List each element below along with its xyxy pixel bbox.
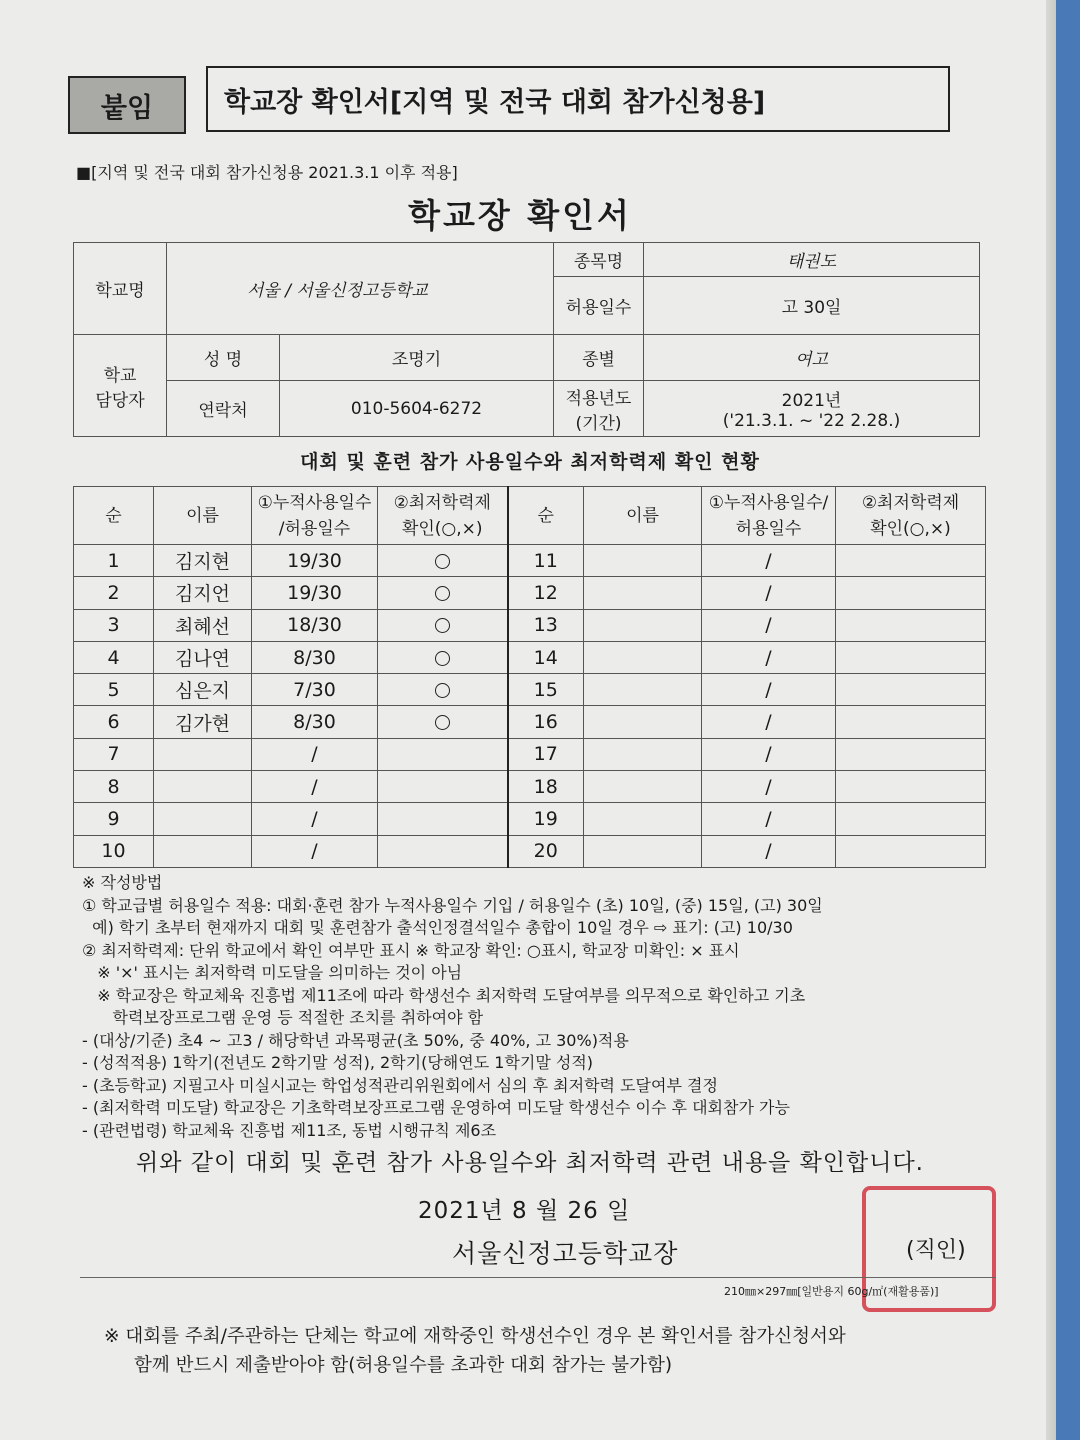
min-achievement-check (378, 674, 508, 706)
instruction-line: - (대상/기준) 초4 ~ 고3 / 해당학년 과목평균(초 50%, 중 40%, 고 30%)적용 (82, 1030, 629, 1050)
used-days: 8/30 (252, 641, 378, 673)
min-achievement-check (378, 835, 508, 867)
status-title: 대회 및 훈련 참가 사용일수와 최저학력제 확인 현황 (300, 451, 760, 473)
paper-edge (1046, 0, 1056, 1440)
sport-label: 종목명 (554, 243, 644, 277)
min-achievement-check (378, 803, 508, 835)
row-number: 6 (74, 706, 154, 738)
min-achievement-check (378, 771, 508, 803)
row-number-right: 18 (508, 771, 584, 803)
header-days-right-line2: 허용일수 (735, 518, 802, 539)
header-min-line1: ②최저학력제 (393, 492, 491, 513)
min-achievement-check-right (836, 609, 986, 641)
instruction-line: - (최저학력 미도달) 학교장은 기초학력보장프로그램 운영하여 미도달 학생선수 이수 후 대회참가 가능 (82, 1098, 790, 1117)
contact-label: 연락처 (167, 381, 280, 437)
used-days-right: / (702, 545, 836, 577)
row-number-right: 16 (508, 706, 584, 738)
header-no-right: 순 (508, 487, 584, 545)
student-name-right (584, 835, 702, 867)
year-value (644, 381, 980, 437)
header-name: 이름 (154, 487, 252, 545)
instruction-line: 예) 학기 초부터 현재까지 대회 및 훈련참가 출석인정결석일수 총합이 10일 경우 ⇨ 표기: (고) 10/30 (82, 918, 793, 937)
table-row (74, 738, 986, 770)
used-days-right: / (702, 706, 836, 738)
student-name: 김가현 (154, 706, 252, 738)
student-name-right (584, 609, 702, 641)
year-label-line2: (기간) (575, 413, 622, 434)
table-row (74, 545, 986, 577)
circle-mark-icon (435, 715, 450, 730)
min-achievement-check (378, 738, 508, 770)
row-number: 9 (74, 803, 154, 835)
issue-date: 2021년 8 월 26 일 (418, 1198, 631, 1224)
year-value-period: ('21.3.1. ~ '22 2.28.) (722, 411, 901, 431)
table-row (74, 577, 986, 609)
manager-label (74, 335, 167, 437)
year-label-line1: 적용년도 (565, 388, 632, 409)
student-name (154, 835, 252, 867)
used-days-right: / (702, 577, 836, 609)
student-name (154, 738, 252, 770)
circle-mark-icon (435, 586, 450, 601)
student-name-right (584, 706, 702, 738)
instruction-line: ② 최저학력제: 단위 학교에서 확인 여부만 표시 ※ 학교장 확인: ○표시, 학교장 미확인: × 표시 (82, 940, 740, 960)
header-min-right (836, 487, 986, 545)
student-name: 심은지 (154, 674, 252, 706)
contact-value: 010-5604-6272 (280, 381, 554, 437)
table-row (74, 674, 986, 706)
min-achievement-check-right (836, 577, 986, 609)
row-number-right: 14 (508, 641, 584, 673)
row-number-right: 20 (508, 835, 584, 867)
row-number-right: 13 (508, 609, 584, 641)
table-row (74, 771, 986, 803)
used-days: 19/30 (252, 577, 378, 609)
row-number: 10 (74, 835, 154, 867)
applicability-notice: ■[지역 및 전국 대회 참가신청용 2021.3.1 이후 적용] (76, 163, 458, 182)
divider (80, 1277, 996, 1278)
used-days: 18/30 (252, 609, 378, 641)
circle-mark-icon (435, 683, 450, 698)
student-name-right (584, 545, 702, 577)
school-info-table (73, 242, 980, 437)
footer-line: 함께 반드시 제출받아야 함(허용일수를 초과한 대회 참가는 불가함) (134, 1355, 673, 1376)
table-row (74, 706, 986, 738)
min-achievement-check (378, 706, 508, 738)
instruction-line: ※ '×' 표시는 최저학력 미도달을 의미하는 것이 아님 (82, 963, 463, 982)
header-min-right-line2: 확인(○,×) (870, 518, 951, 539)
student-name-right (584, 641, 702, 673)
student-name (154, 771, 252, 803)
instruction-line: ※ 작성방법 (82, 873, 163, 892)
writing-instructions (82, 872, 997, 1142)
instruction-line: - (관련법령) 학교체육 진흥법 제11조, 동법 시행규칙 제6조 (82, 1120, 497, 1140)
min-achievement-check (378, 577, 508, 609)
row-number: 2 (74, 577, 154, 609)
min-achievement-check-right (836, 545, 986, 577)
row-number-right: 17 (508, 738, 584, 770)
min-achievement-check (378, 609, 508, 641)
row-number: 1 (74, 545, 154, 577)
min-achievement-check-right (836, 674, 986, 706)
row-number-right: 11 (508, 545, 584, 577)
header-days (252, 487, 378, 545)
circle-mark-icon (435, 554, 450, 569)
status-table (73, 486, 986, 868)
min-achievement-check-right (836, 835, 986, 867)
table-row (74, 803, 986, 835)
circle-mark-icon (435, 618, 450, 633)
type-value: 여고 (644, 335, 980, 381)
min-achievement-check-right (836, 771, 986, 803)
principal-title: 서울신정고등학교장 (452, 1239, 679, 1268)
instruction-line: - (초등학교) 지필고사 미실시교는 학업성적관리위원회에서 심의 후 최저학력 도달여부 결정 (82, 1075, 718, 1095)
footer-line: ※ 대회를 주최/주관하는 단체는 학교에 재학중인 학생선수인 경우 본 확인서를 참가신청서와 (104, 1326, 846, 1347)
header-days-line2: /허용일수 (278, 518, 351, 539)
header-no: 순 (74, 487, 154, 545)
attachment-tag: 붙임 (68, 76, 186, 134)
row-number: 4 (74, 641, 154, 673)
min-achievement-check (378, 641, 508, 673)
student-name: 김나연 (154, 641, 252, 673)
header-min-line2: 확인(○,×) (401, 518, 483, 539)
used-days: 8/30 (252, 706, 378, 738)
document-title: 학교장 확인서 (408, 196, 632, 235)
header-min (378, 487, 508, 545)
school-value: 서울 / 서울신정고등학교 (167, 243, 554, 335)
min-achievement-check-right (836, 803, 986, 835)
used-days: / (252, 738, 378, 770)
table-row (74, 641, 986, 673)
min-achievement-check-right (836, 738, 986, 770)
table-row (74, 835, 986, 867)
min-achievement-check (378, 545, 508, 577)
min-achievement-check-right (836, 706, 986, 738)
circle-mark-icon (435, 651, 450, 666)
name-value: 조명기 (280, 335, 554, 381)
used-days-right: / (702, 771, 836, 803)
header-days-line1: ①누적사용일수 (257, 492, 372, 513)
row-number-right: 15 (508, 674, 584, 706)
used-days: / (252, 835, 378, 867)
manager-label-line1: 학교 (103, 365, 137, 386)
used-days-right: / (702, 738, 836, 770)
school-label: 학교명 (74, 243, 167, 335)
confirmation-statement: 위와 같이 대회 및 훈련 참가 사용일수와 최저학력 관련 내용을 확인합니다. (136, 1150, 924, 1176)
used-days-right: / (702, 803, 836, 835)
instruction-line: 학력보장프로그램 운영 등 적절한 조치를 취하여야 함 (82, 1008, 484, 1027)
name-label: 성 명 (167, 335, 280, 381)
year-value-year: 2021년 (781, 391, 842, 411)
student-name (154, 803, 252, 835)
paper-spec: 210㎜×297㎜[일반용지 60g/㎡(재활용품)] (724, 1285, 939, 1298)
seal-mark: (직인) (906, 1238, 966, 1263)
row-number: 8 (74, 771, 154, 803)
used-days: / (252, 803, 378, 835)
used-days: 7/30 (252, 674, 378, 706)
student-name-right (584, 674, 702, 706)
instruction-line: - (성적적용) 1학기(전년도 2학기말 성적), 2학기(당해연도 1학기말 성적) (82, 1053, 594, 1072)
used-days: / (252, 771, 378, 803)
status-table-body (74, 545, 986, 868)
min-achievement-check-right (836, 641, 986, 673)
used-days: 19/30 (252, 545, 378, 577)
header-name-right: 이름 (584, 487, 702, 545)
sport-value: 태권도 (644, 243, 980, 277)
row-number: 7 (74, 738, 154, 770)
allowed-days-value: 고 30일 (644, 277, 980, 335)
student-name-right (584, 803, 702, 835)
row-number: 5 (74, 674, 154, 706)
student-name-right (584, 577, 702, 609)
header-days-right-line1: ①누적사용일수/ (708, 492, 829, 513)
used-days-right: / (702, 835, 836, 867)
footer-note (104, 1322, 846, 1380)
row-number-right: 12 (508, 577, 584, 609)
header-min-right-line1: ②최저학력제 (861, 492, 960, 513)
manager-label-line2: 담당자 (95, 390, 145, 411)
used-days-right: / (702, 674, 836, 706)
form-title-box: 학교장 확인서[지역 및 전국 대회 참가신청용] (206, 66, 950, 132)
type-label: 종별 (554, 335, 644, 381)
student-name: 김지언 (154, 577, 252, 609)
row-number-right: 19 (508, 803, 584, 835)
table-row (74, 609, 986, 641)
student-name: 최혜선 (154, 609, 252, 641)
student-name-right (584, 738, 702, 770)
student-name-right (584, 771, 702, 803)
year-label (554, 381, 644, 437)
allowed-days-label: 허용일수 (554, 277, 644, 335)
used-days-right: / (702, 609, 836, 641)
instruction-line: ① 학교급별 허용일수 적용: 대회·훈련 참가 누적사용일수 기입 / 허용일수 (초) 10일, (중) 15일, (고) 30일 (82, 895, 823, 915)
instruction-line: ※ 학교장은 학교체육 진흥법 제11조에 따라 학생선수 최저학력 도달여부를 의무적으로 확인하고 기초 (82, 985, 806, 1005)
used-days-right: / (702, 641, 836, 673)
row-number: 3 (74, 609, 154, 641)
header-days-right (702, 487, 836, 545)
student-name: 김지현 (154, 545, 252, 577)
